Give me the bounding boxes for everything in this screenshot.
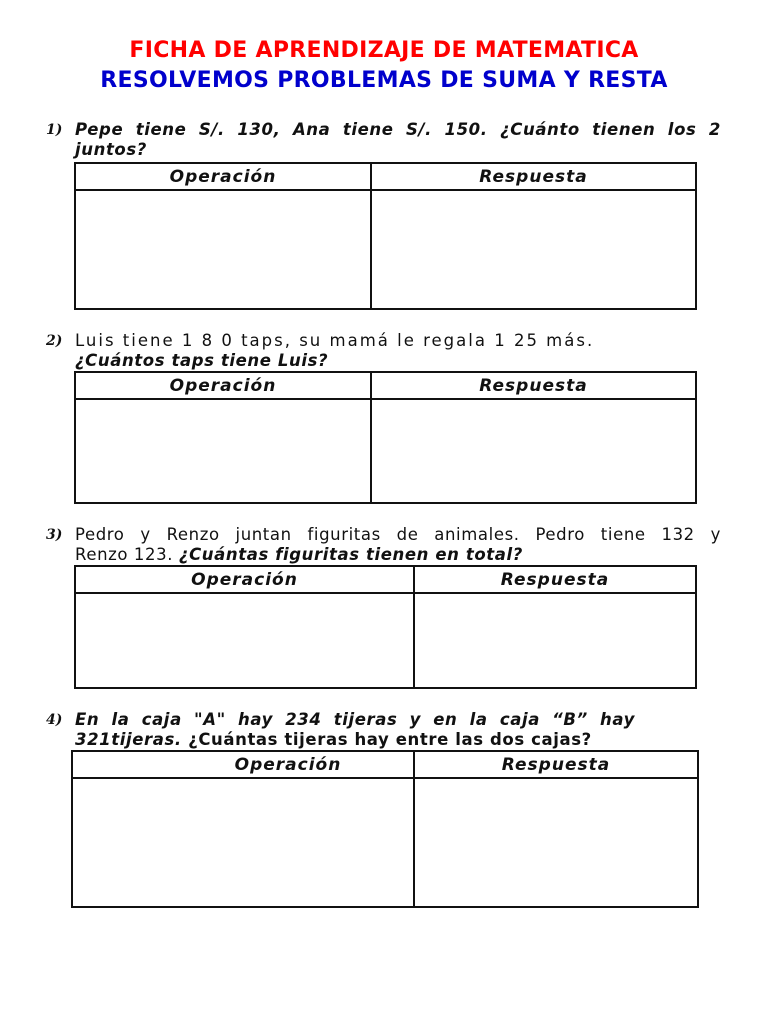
answer-header: Respuesta — [500, 570, 610, 590]
question-line — [75, 545, 721, 565]
answer-cell[interactable] — [372, 191, 695, 308]
operation-header: Operación — [191, 570, 298, 590]
answer-cell[interactable] — [372, 400, 695, 502]
operation-cell[interactable] — [76, 191, 370, 308]
question-line: Pepe tiene S/. 130, Ana tiene S/. 150. ¿Cuánto tienen los 2 — [75, 120, 721, 139]
answer-cell[interactable] — [415, 779, 697, 906]
answer-header: Respuesta — [479, 167, 588, 187]
question-line: ¿Cuántos taps tiene Luis? — [75, 351, 329, 370]
operation-header: Operación — [169, 167, 277, 187]
worksheet-subtitle: RESOLVEMOS PROBLEMAS DE SUMA Y RESTA — [100, 68, 668, 93]
question-line: Luis tiene 1 8 0 taps, su mamá le regala 1 25 más. — [75, 331, 595, 350]
question-text: Renzo 123. — [75, 545, 179, 564]
answer-cell[interactable] — [415, 594, 695, 687]
question-emphasis: ¿Cuántas figuritas tienen en total? — [178, 545, 523, 564]
problem-question — [75, 710, 635, 750]
problem-question — [75, 120, 721, 160]
question-line: Pedro y Renzo juntan figuritas de animales. Pedro tiene 132 y — [75, 525, 721, 544]
answer-table — [74, 565, 697, 689]
question-line: En la caja "A" hay 234 tijeras y en la caja “B” hay — [75, 710, 635, 729]
operation-header: Operación — [234, 755, 342, 775]
problem-question — [75, 525, 721, 565]
answer-table — [74, 162, 697, 310]
operation-cell[interactable] — [76, 400, 370, 502]
answer-header: Respuesta — [479, 376, 588, 396]
worksheet-title: FICHA DE APRENDIZAJE DE MATEMATICA — [129, 38, 639, 63]
operation-cell[interactable] — [76, 594, 413, 687]
question-line — [75, 730, 635, 750]
answer-table — [71, 750, 699, 908]
problem-question — [75, 331, 721, 371]
problem-number: 4) — [46, 712, 63, 728]
answer-table — [74, 371, 697, 504]
operation-header: Operación — [169, 376, 277, 396]
question-text: ¿Cuántas tijeras hay entre las dos cajas? — [181, 730, 592, 749]
answer-header: Respuesta — [501, 755, 611, 775]
problem-number: 2) — [46, 333, 63, 349]
problem-number: 1) — [46, 122, 63, 138]
question-emphasis: 321tijeras. — [75, 730, 182, 749]
problem-number: 3) — [46, 527, 63, 543]
question-line: juntos? — [75, 140, 147, 159]
operation-cell[interactable] — [73, 779, 413, 906]
